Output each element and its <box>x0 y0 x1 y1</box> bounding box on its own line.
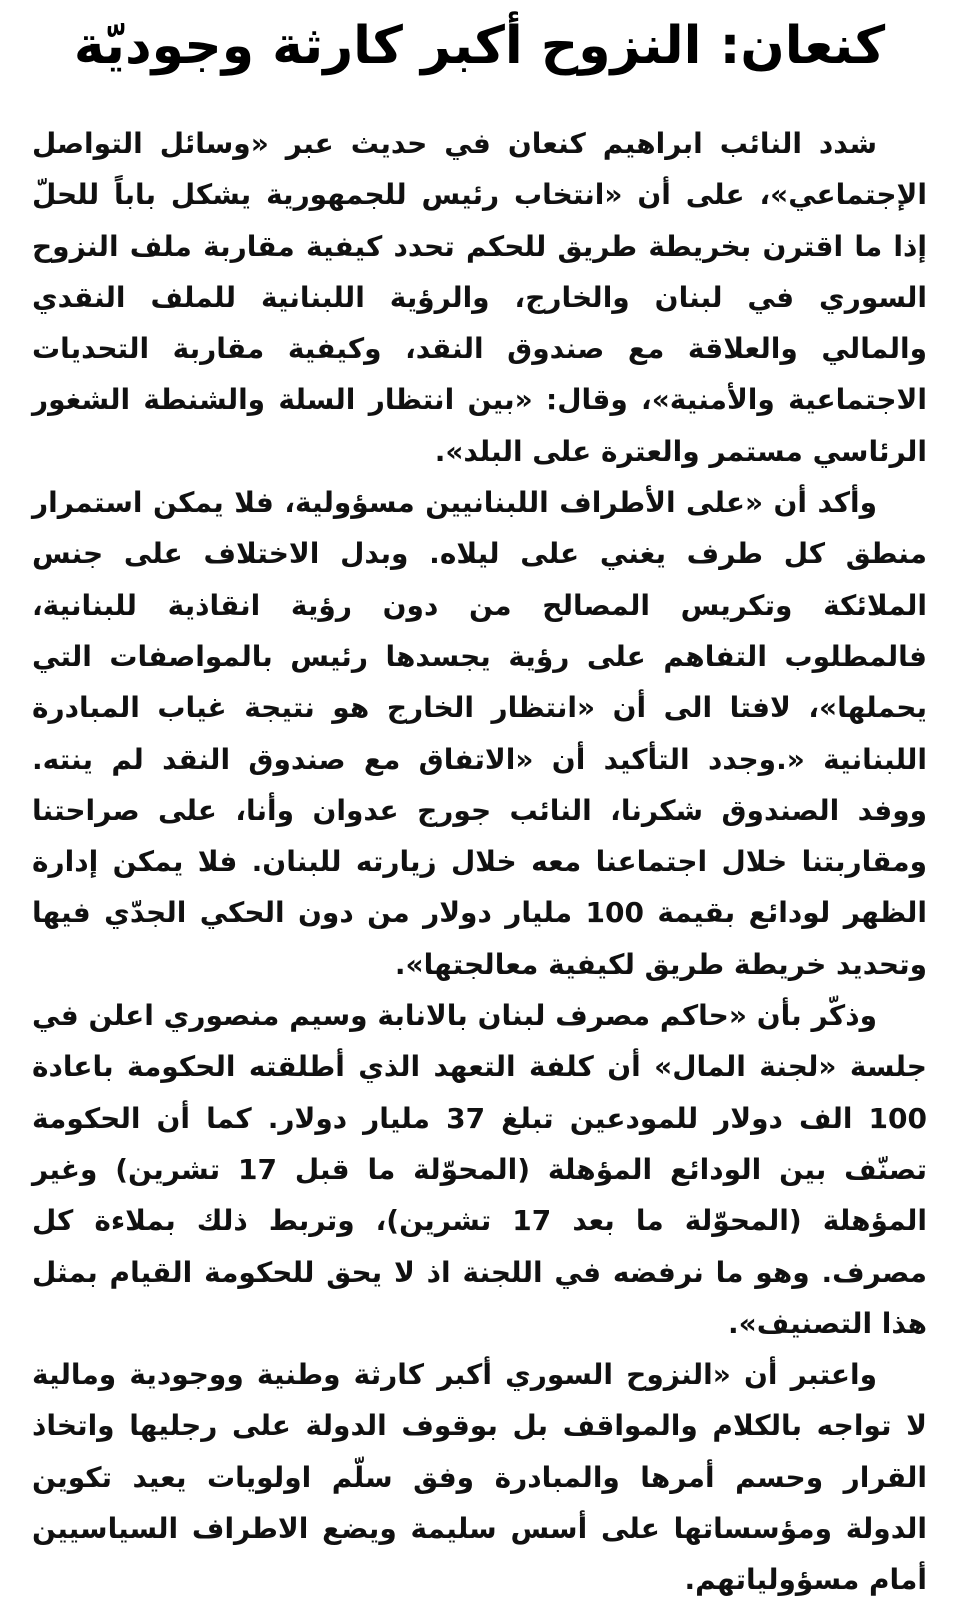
article-paragraph-3: وذكّر بأن «حاكم مصرف لبنان بالانابة وسيم منصوري اعلن في جلسة «لجنة المال» أن كلفة التعهد الذي أطلقته الحكومة باعادة 100 الف دولار للمودعين تبلغ 37 مليار دولار. كما أن الحكومة تصنّف بين الودائع المؤهلة (المحوّلة ما قبل 17 تشرين) وغير المؤهلة (المحوّلة ما بعد 17 تشرين)، وتربط ذلك بملاءة كل مصرف. وهو ما نرفضه في اللجنة اذ لا يحق للحكومة القيام بمثل هذا التصنيف». <box>22 999 927 1340</box>
article-paragraph-2: وأكد أن «على الأطراف اللبنانيين مسؤولية، فلا يمكن استمرار منطق كل طرف يغني على ليلاه. وبدل الاختلاف على جنس الملائكة وتكريس المصالح من دون رؤية انقاذية للبنانية، فالمطلوب التفاهم على رؤية يجسدها رئيس بالمواصفات التي يحملها»، لافتا الى أن «انتظار الخارج هو نتيجة غياب المبادرة اللبنانية «.وجدد التأكيد أن «الاتفاق مع صندوق النقد لم ينته. ووفد الصندوق شكرنا، النائب جورج عدوان وأنا، على صراحتنا ومقاربتنا خلال اجتماعنا معه خلال زيارته للبنان. فلا يمكن إدارة الظهر لودائع بقيمة 100 مليار دولار من دون الحكي الجدّي فيها وتحديد خريطة طريق لكيفية معالجتها». <box>22 486 927 981</box>
article-paragraph-1: شدد النائب ابراهيم كنعان في حديث عبر «وسائل التواصل الإجتماعي»، على أن «انتخاب رئيس للجمهورية يشكل باباً للحلّ إذا ما اقترن بخريطة طريق للحكم تحدد كيفية مقاربة ملف النزوح السوري في لبنان والخارج، والرؤية اللبنانية للملف النقدي والمالي والعلاقة مع صندوق النقد، وكيفية مقاربة التحديات الاجتماعية والأمنية»، وقال: «بين انتظار السلة والشنطة الشغور الرئاسي مستمر والعترة على البلد». <box>22 127 927 468</box>
article-headline: كنعان: النزوح أكبر كارثة وجوديّة <box>73 16 886 76</box>
article-paragraph-4: واعتبر أن «النزوح السوري أكبر كارثة وطنية ووجودية ومالية لا تواجه بالكلام والمواقف بل بوقوف الدولة على رجليها واتخاذ القرار وحسم أمرها والمبادرة وفق سلّم اولويات يعيد تكوين الدولة ومؤسساتها على أسس سليمة ويضع الاطراف السياسيين أمام مسؤولياتهم. <box>22 1358 927 1597</box>
article-body <box>22 118 927 1606</box>
